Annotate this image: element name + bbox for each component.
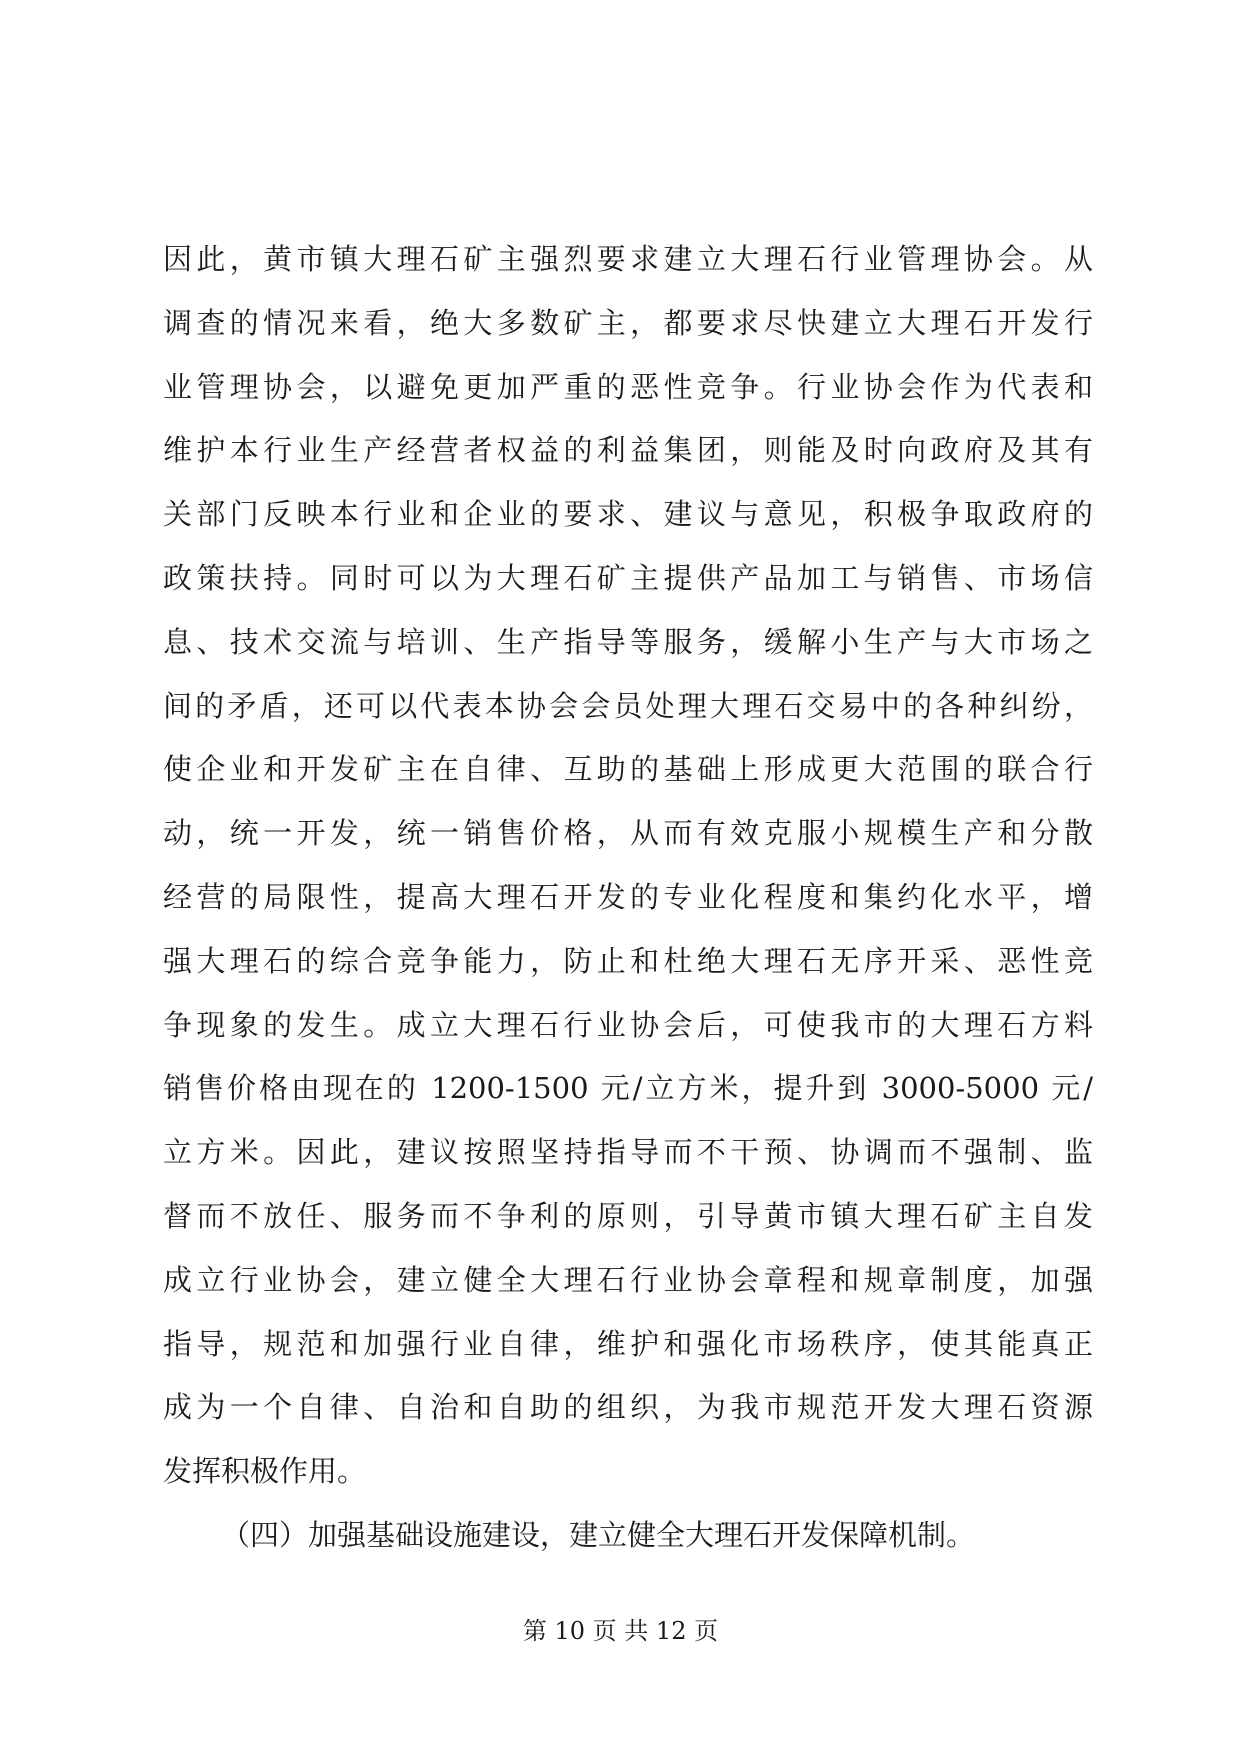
paragraph-line: 使企业和开发矿主在自律、互助的基础上形成更大范围的联合行 <box>163 752 1093 787</box>
paragraph-line: 督而不放任、服务而不争利的原则，引导黄市镇大理石矿主自发 <box>163 1198 1093 1233</box>
paragraph-line: 强大理石的综合竞争能力，防止和杜绝大理石无序开采、恶性竞 <box>163 943 1093 978</box>
paragraph-line: 因此，黄市镇大理石矿主强烈要求建立大理石行业管理协会。从 <box>163 242 1093 276</box>
paragraph-line: 发挥积极作用。 <box>163 1454 367 1489</box>
document-body <box>163 228 1093 1568</box>
paragraph-line: 政策扶持。同时可以为大理石矿主提供产品加工与销售、市场信 <box>163 560 1093 595</box>
paragraph-line: 关部门反映本行业和企业的要求、建议与意见，积极争取政府的 <box>163 497 1093 532</box>
paragraph-line: 成立行业协会，建立健全大理石行业协会章程和规章制度，加强 <box>163 1262 1093 1297</box>
paragraph-line: 维护本行业生产经营者权益的利益集团，则能及时向政府及其有 <box>163 433 1093 468</box>
paragraph-line: 立方米。因此，建议按照坚持指导而不干预、协调而不强制、监 <box>163 1135 1093 1170</box>
section-heading: （四）加强基础设施建设，建立健全大理石开发保障机制。 <box>221 1517 976 1552</box>
paragraph-line: 动，统一开发，统一销售价格，从而有效克服小规模生产和分散 <box>163 816 1093 851</box>
paragraph-line: 争现象的发生。成立大理石行业协会后，可使我市的大理石方料 <box>163 1007 1093 1042</box>
paragraph-line: 业管理协会，以避免更加严重的恶性竞争。行业协会作为代表和 <box>163 369 1093 404</box>
paragraph-line: 经营的局限性，提高大理石开发的专业化程度和集约化水平，增 <box>163 879 1093 914</box>
page-number-footer: 第 10 页 共 12 页 <box>522 1617 719 1645</box>
paragraph-line: 成为一个自律、自治和自助的组织，为我市规范开发大理石资源 <box>163 1390 1093 1425</box>
paragraph-line: 销售价格由现在的 1200-1500 元/立方米，提升到 3000-5000 元/ <box>163 1071 1093 1106</box>
paragraph-line: 指导，规范和加强行业自律，维护和强化市场秩序，使其能真正 <box>163 1326 1093 1361</box>
paragraph-line: 调查的情况来看，绝大多数矿主，都要求尽快建立大理石开发行 <box>163 305 1093 340</box>
paragraph-line: 间的矛盾，还可以代表本协会会员处理大理石交易中的各种纠纷， <box>163 688 1093 723</box>
paragraph-line: 息、技术交流与培训、生产指导等服务，缓解小生产与大市场之 <box>163 624 1093 659</box>
